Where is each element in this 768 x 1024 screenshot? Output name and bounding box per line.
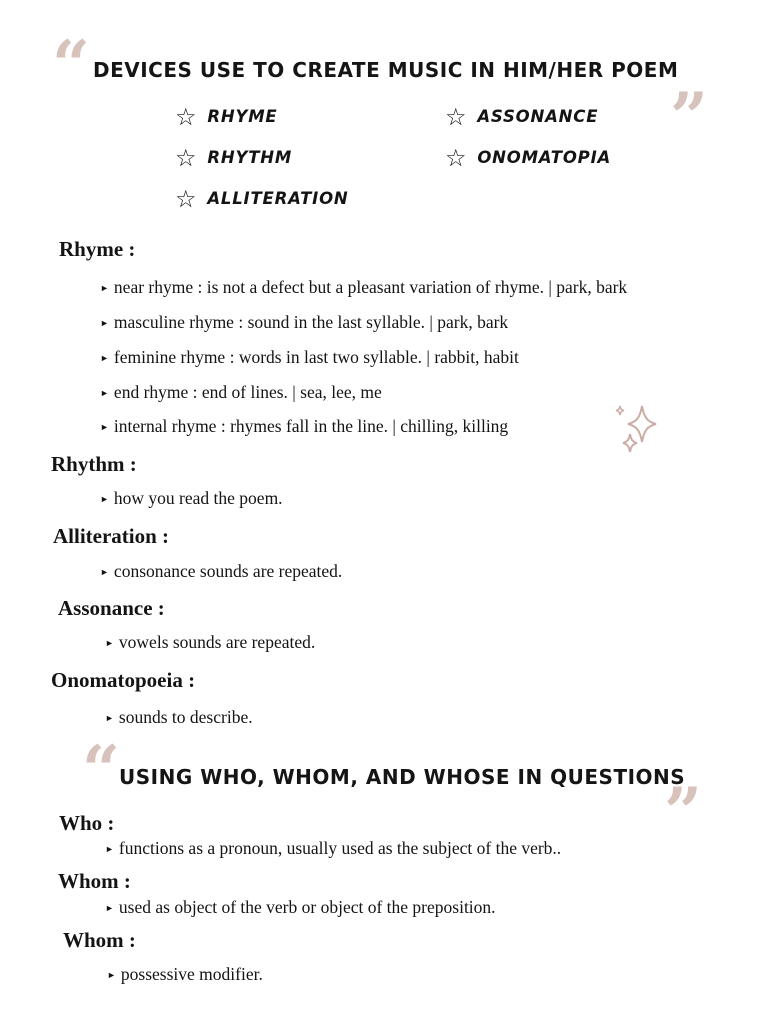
device-item: ☆ ASSONANCE: [445, 103, 599, 131]
star-outline-icon: ☆: [175, 103, 198, 131]
section-heading-whom: Whom :: [58, 869, 131, 893]
list-item: ► end rhyme : end of lines. | sea, lee, me: [100, 382, 382, 402]
close-quote-icon: ”: [664, 773, 702, 851]
section-heading-alliteration: Alliteration :: [53, 524, 170, 548]
list-item: ► internal rhyme : rhymes fall in the line. | chilling, killing: [100, 416, 509, 436]
bullet-triangle-icon: ►: [107, 970, 116, 980]
list-item: ► possessive modifier.: [107, 964, 263, 984]
bullet-triangle-icon: ►: [100, 567, 109, 577]
bullet-triangle-icon: ►: [100, 353, 109, 363]
section-heading-assonance: Assonance :: [58, 596, 165, 620]
open-quote-icon: “: [82, 731, 120, 809]
list-item: ► vowels sounds are repeated.: [105, 632, 316, 652]
section-heading-rhyme: Rhyme :: [59, 237, 136, 261]
list-item: ► near rhyme : is not a defect but a pleasant variation of rhyme. | park, bark: [100, 277, 628, 297]
device-item: ☆ ALLITERATION: [175, 185, 349, 213]
section-heading-rhythm: Rhythm :: [51, 452, 137, 476]
list-item: ► masculine rhyme : sound in the last syllable. | park, bark: [100, 312, 509, 332]
device-item: ☆ ONOMATOPIA: [445, 144, 612, 172]
star-outline-icon: ☆: [175, 185, 198, 213]
star-outline-icon: ☆: [175, 144, 198, 172]
star-outline-icon: ☆: [445, 144, 468, 172]
bullet-triangle-icon: ►: [105, 638, 114, 648]
open-quote-icon: “: [52, 26, 90, 104]
star-outline-icon: ☆: [445, 103, 468, 131]
device-item: ☆ RHYTHM: [175, 144, 293, 172]
close-quote-icon: ”: [670, 78, 708, 156]
sparkle-icon: [612, 402, 660, 460]
bullet-triangle-icon: ►: [105, 844, 114, 854]
bullet-triangle-icon: ►: [100, 422, 109, 432]
list-item: ► used as object of the verb or object of the preposition.: [105, 897, 496, 917]
bullet-triangle-icon: ►: [105, 713, 114, 723]
page-title: DEVICES USE TO CREATE MUSIC IN HIM/HER POEM: [93, 58, 679, 82]
list-item: ► how you read the poem.: [100, 488, 283, 508]
section-heading-onomatopoeia: Onomatopoeia :: [51, 668, 196, 692]
list-item: ► functions as a pronoun, usually used as the subject of the verb..: [105, 838, 562, 858]
section-heading-who: Who :: [59, 811, 115, 835]
list-item: ► feminine rhyme : words in last two syllable. | rabbit, habit: [100, 347, 519, 367]
bullet-triangle-icon: ►: [100, 388, 109, 398]
list-item: ► consonance sounds are repeated.: [100, 561, 343, 581]
bullet-triangle-icon: ►: [100, 318, 109, 328]
bullet-triangle-icon: ►: [100, 494, 109, 504]
section-heading-whose: Whom :: [63, 928, 136, 952]
bullet-triangle-icon: ►: [105, 903, 114, 913]
section-title: USING WHO, WHOM, AND WHOSE IN QUESTIONS: [119, 765, 686, 789]
device-item: ☆ RHYME: [175, 103, 278, 131]
bullet-triangle-icon: ►: [100, 283, 109, 293]
list-item: ► sounds to describe.: [105, 707, 253, 727]
